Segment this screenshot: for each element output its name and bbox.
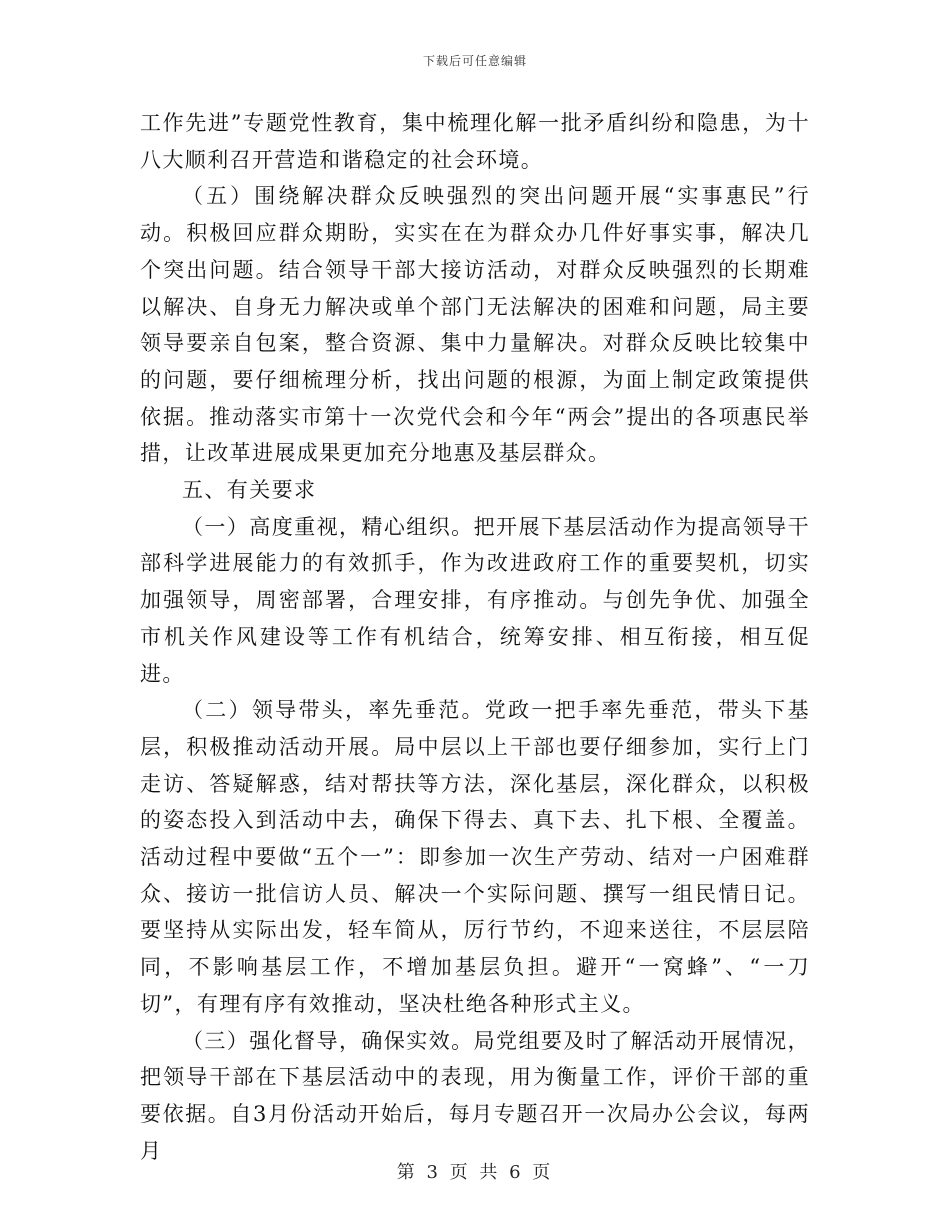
page-header: 下载后可任意编辑 bbox=[422, 54, 527, 68]
section-heading: 五、有关要求 bbox=[182, 478, 317, 503]
paragraph-requirement-two: （二）领导带头，率先垂范。党政一把手率先垂范，带头下基层，积极推动活动开展。局中层以上干部也要仔细参加，实行上门走访、答疑解惑，结对帮扶等方法，深化基层，深化群众，以积极的姿态投入到活动中去，确保下得去、真下去、扎下根、全覆盖。活动过程中要做“五个一”：即参加一次生产劳动、结对一户困难群众、接访一批信访人员、解决一个实际问题、撰写一组民情日记。要坚持从实际出发，轻车简从，厉行节约，不迎来送往，不层层陪同，不影响基层工作，不增加基层负担。避开“一窝蜂”、“一刀切”，有理有序有效推动，坚决杜绝各种形式主义。 bbox=[140, 698, 810, 1016]
page-number: 第 3 页 共 6 页 bbox=[396, 1162, 554, 1183]
paragraph-requirement-one: （一）高度重视，精心组织。把开展下基层活动作为提高领导干部科学进展能力的有效抓手，作为改进政府工作的重要契机，切实加强领导，周密部署，合理安排，有序推动。与创先争优、加强全市机关作风建设等工作有机结合，统筹安排、相互衔接，相互促进。 bbox=[140, 514, 810, 686]
paragraph-requirement-three: （三）强化督导，确保实效。局党组要及时了解活动开展情况，把领导干部在下基层活动中的表现，用为衡量工作，评价干部的重要依据。自3月份活动开始后，每月专题召开一次局办公会议，每两月 bbox=[140, 1028, 810, 1163]
paragraph-item-five: （五）围绕解决群众反映强烈的突出问题开展“实事惠民”行动。积极回应群众期盼，实实在在为群众办几件好事实事，解决几个突出问题。结合领导干部大接访活动，对群众反映强烈的长期难以解决、自身无力解决或单个部门无法解决的困难和问题，局主要领导要亲自包案，整合资源、集中力量解决。对群众反映比较集中的问题，要仔细梳理分析，找出问题的根源，为面上制定政策提供依据。推动落实市第十一次党代会和今年“两会”提出的各项惠民举措，让改革进展成果更加充分地惠及基层群众。 bbox=[140, 184, 810, 466]
body-text bbox=[140, 105, 810, 1169]
paragraph-continuation: 工作先进”专题党性教育，集中梳理化解一批矛盾纠纷和隐患，为十八大顺利召开营造和谐稳定的社会环境。 bbox=[140, 111, 810, 172]
